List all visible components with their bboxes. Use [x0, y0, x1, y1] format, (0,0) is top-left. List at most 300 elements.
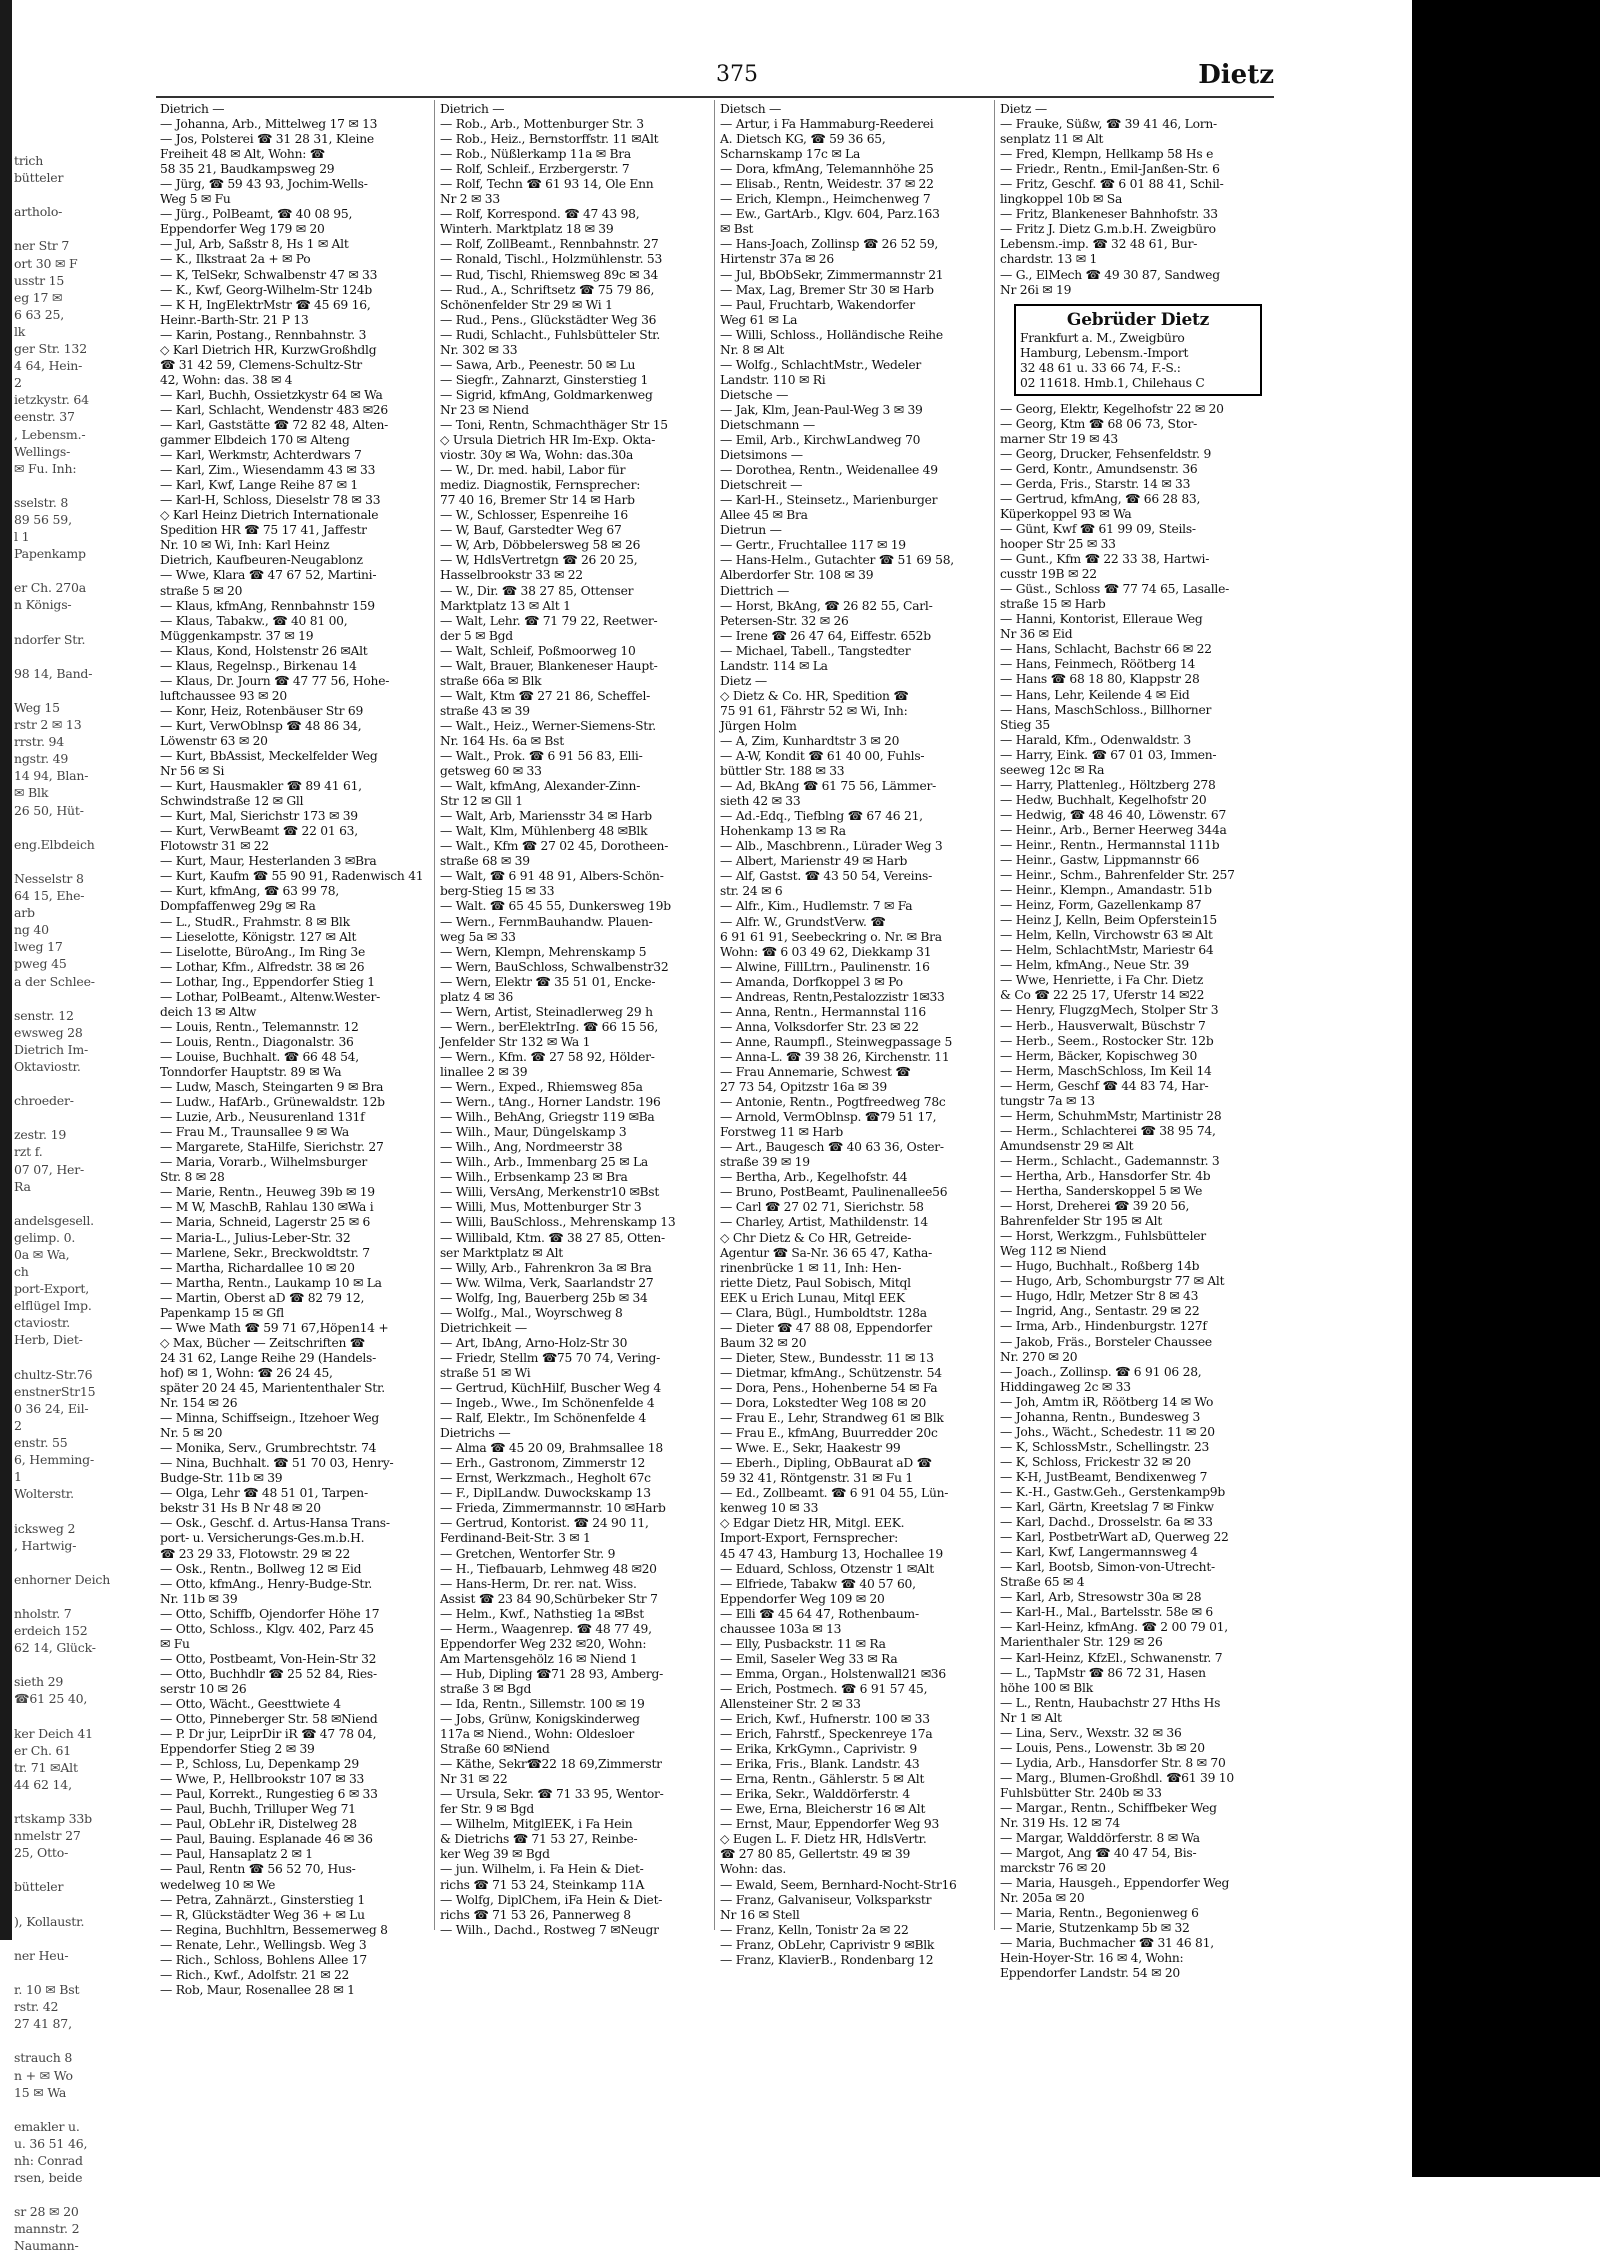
- directory-entry: Lebensm.-imp. ☎ 32 48 61, Bur-: [1000, 237, 1198, 252]
- directory-entry: — Elly, Pusbackstr. 11 ✉ Ra: [720, 1636, 886, 1651]
- directory-entry: — Ingeb., Wwe., Im Schönenfelde 4: [440, 1396, 655, 1411]
- directory-entry: — L., Rentn, Haubachstr 27 Hths Hs: [1000, 1695, 1221, 1710]
- previous-page-fragment: [14, 1502, 156, 1519]
- directory-entry: Flotowstr 31 ✉ 22: [160, 839, 269, 854]
- previous-page-fragment: eg 17 ✉: [14, 289, 63, 305]
- directory-entry: — Henry, FlugzgMech, Stolper Str 3: [1000, 1003, 1219, 1018]
- directory-entry: der 5 ✉ Bgd: [440, 628, 513, 643]
- directory-entry: — Emil, Saseler Weg 33 ✉ Ra: [720, 1651, 898, 1666]
- directory-entry: straße 68 ✉ 39: [440, 854, 530, 869]
- directory-entry: — Elfriede, Tabakw ☎ 40 57 60,: [720, 1576, 916, 1591]
- previous-page-fragment: ngstr. 49: [14, 751, 69, 767]
- directory-entry: — Regina, Buchhltrn, Bessemerweg 8: [160, 1922, 388, 1937]
- previous-page-fragment: ctaviostr.: [14, 1315, 71, 1331]
- directory-entry: Dompfaffenweg 29g ✉ Ra: [160, 899, 316, 914]
- previous-page-fragment: nholstr. 7: [14, 1605, 72, 1621]
- previous-page-fragment: [14, 682, 156, 699]
- directory-entry: — Walt, Schleif, Poßmoorweg 10: [440, 643, 636, 658]
- directory-entry: — Jak, Klm, Jean-Paul-Weg 3 ✉ 39: [720, 402, 923, 417]
- previous-page-fragment: emakler u.: [14, 2118, 80, 2134]
- directory-entry: — Marg., Blumen-Großhdl. ☎61 39 10: [1000, 1770, 1234, 1785]
- directory-entry: — Margarete, StaHilfe, Sierichstr. 27: [160, 1140, 384, 1155]
- directory-entry: — Hub, Dipling ☎71 28 93, Amberg-: [440, 1666, 664, 1681]
- previous-page-fragment: Weg 15: [14, 700, 60, 715]
- directory-entry: — Herm, MaschSchloss, Im Keil 14: [1000, 1063, 1212, 1078]
- previous-page-fragment: [14, 1964, 156, 1981]
- directory-entry: — K.-H., Gastw.Geh., Gerstenkamp9b: [1000, 1484, 1225, 1499]
- directory-entry: Eppendorfer Stieg 2 ✉ 39: [160, 1742, 315, 1757]
- directory-entry: — Osk., Rentn., Bollweg 12 ✉ Eid: [160, 1561, 362, 1576]
- directory-entry: — Gunt., Kfm ☎ 22 33 38, Hartwi-: [1000, 552, 1210, 567]
- advertisement-title: Gebrüder Dietz: [1066, 309, 1210, 330]
- directory-entry: — Irma, Arb., Hindenburgstr. 127f: [1000, 1319, 1207, 1334]
- previous-page-fragment: 2: [14, 1417, 22, 1433]
- directory-entry: straße 43 ✉ 39: [440, 703, 530, 718]
- directory-entry: — Klaus, Regelnsp., Birkenau 14: [160, 658, 357, 673]
- directory-entry: ☎ 31 42 59, Clemens-Schultz-Str: [160, 357, 362, 372]
- directory-entry: — Frau M., Traunsallee 9 ✉ Wa: [160, 1125, 349, 1140]
- directory-entry: — Art., Baugesch ☎ 40 63 36, Oster-: [720, 1140, 944, 1155]
- directory-entry: — Paul, Hansaplatz 2 ✉ 1: [160, 1847, 313, 1862]
- previous-page-fragment: [14, 1708, 156, 1725]
- previous-page-fragment: , Lebensm.-: [14, 426, 86, 442]
- previous-page-fragment: enstr. 55: [14, 1435, 68, 1451]
- directory-entry: — Ursula, Sekr. ☎ 71 33 95, Wentor-: [440, 1787, 664, 1802]
- directory-entry: — Jul, BbObSekr, Zimmermannstr 21: [720, 267, 944, 282]
- directory-entry: — Maria, Schneid, Lagerstr 25 ✉ 6: [160, 1215, 371, 1230]
- directory-entry: — Rich., Kwf., Adolfstr. 21 ✉ 22: [160, 1967, 350, 1982]
- directory-entry: — Marie, Rentn., Heuweg 39b ✉ 19: [160, 1185, 375, 1200]
- directory-entry: richs ☎ 71 53 24, Steinkamp 11A: [440, 1877, 645, 1892]
- directory-entry: — Charley, Artist, Mathildenstr. 14: [720, 1215, 928, 1230]
- directory-entry: — Lothar, Ing., Eppendorfer Stieg 1: [160, 974, 375, 989]
- previous-page-fragment: n + ✉ Wo: [14, 2067, 73, 2083]
- directory-entry: — Heinr., Rentn., Hermannstal 111b: [1000, 837, 1220, 852]
- directory-entry: — Jakob, Fräs., Borsteler Chaussee: [1000, 1334, 1212, 1349]
- directory-entry: — Jürg, ☎ 59 43 93, Jochim-Wells-: [160, 177, 368, 192]
- directory-entry: Amundsenstr 29 ✉ Alt: [1000, 1138, 1134, 1153]
- scan-border: [1412, 0, 1600, 2177]
- previous-page-fragment: chroeder-: [14, 1093, 74, 1109]
- previous-page-edge: [0, 0, 12, 1940]
- directory-entry: Nr. 164 Hs. 6a ✉ Bst: [440, 733, 564, 748]
- directory-entry: — Renate, Lehr., Wellingsb. Weg 3: [160, 1937, 367, 1952]
- previous-page-fragment: [14, 819, 156, 836]
- column-divider: [994, 100, 995, 1930]
- directory-entry: serstr 10 ✉ 26: [160, 1681, 247, 1696]
- directory-entry: — W, Arb, Döbbelersweg 58 ✉ 26: [440, 538, 641, 553]
- directory-entry: — Sigrid, kfmAng, Goldmarkenweg: [440, 387, 653, 402]
- directory-entry: Hirtenstr 37a ✉ 26: [720, 252, 834, 267]
- directory-entry: — Carl ☎ 27 02 71, Sierichstr. 58: [720, 1200, 924, 1215]
- previous-page-fragment: 6, Hemming-: [14, 1452, 94, 1468]
- directory-entry: — Heinz J, Kelln, Beim Opferstein15: [1000, 913, 1217, 928]
- directory-entry: — Klaus, kfmAng, Rennbahnstr 159: [160, 598, 375, 613]
- previous-page-fragment: rstr. 42: [14, 1999, 59, 2015]
- surname-heading: Dietrichkeit —: [440, 1320, 527, 1335]
- directory-entry: — Arnold, VermOblnsp. ☎79 51 17,: [720, 1110, 937, 1125]
- directory-entry: — Konr, Heiz, Rotenbäuser Str 69: [160, 703, 364, 718]
- directory-entry: Müggenkampstr. 37 ✉ 19: [160, 628, 314, 643]
- directory-entry: — Wwe, P., Hellbrookstr 107 ✉ 33: [160, 1772, 365, 1787]
- directory-entry: — Kurt, Hausmakler ☎ 89 41 61,: [160, 779, 362, 794]
- directory-entry: 75 91 61, Fährstr 52 ✉ Wi, Inh:: [720, 703, 908, 718]
- directory-entry: — Gretchen, Wentorfer Str. 9: [440, 1546, 616, 1561]
- directory-entry: Nr 56 ✉ Si: [160, 764, 225, 779]
- surname-heading: Dietsch —: [720, 102, 782, 116]
- directory-entry: — Franz, ObLehr, Caprivistr 9 ✉Blk: [720, 1937, 935, 1952]
- directory-entry: — Walt, Ktm ☎ 27 21 86, Scheffel-: [440, 688, 651, 703]
- directory-entry: — Kurt, Kaufm ☎ 55 90 91, Radenwisch 41: [160, 869, 424, 884]
- directory-entry: — Walt., Prok. ☎ 6 91 56 83, Elli-: [440, 749, 643, 764]
- directory-entry: Nr 2 ✉ 33: [440, 192, 500, 207]
- directory-entry: chardstr. 13 ✉ 1: [1000, 252, 1098, 267]
- directory-entry: — Kurt, VerwBeamt ☎ 22 01 63,: [160, 824, 358, 839]
- directory-entry: — Friedr., Rentn., Emil-Janßen-Str. 6: [1000, 162, 1220, 177]
- directory-entry: — Wolfg, DiplChem, iFa Hein & Diet-: [440, 1892, 663, 1907]
- directory-entry: Straße 60 ✉Niend: [440, 1742, 550, 1757]
- directory-entry: Weg 5 ✉ Fu: [160, 192, 231, 207]
- directory-entry: — Anna-L. ☎ 39 38 26, Kirchenstr. 11: [720, 1049, 950, 1064]
- directory-entry: — Alfr. W., GrundstVerw. ☎: [720, 914, 886, 929]
- directory-entry: — P. Dr jur, LeiprDir iR ☎ 47 78 04,: [160, 1727, 377, 1742]
- previous-page-fragment: 98 14, Band-: [14, 665, 93, 681]
- directory-entry: — Fred, Klempn, Hellkamp 58 Hs e: [1000, 147, 1214, 162]
- directory-entry: Schwindstraße 12 ✉ Gll: [160, 794, 304, 809]
- directory-entry: — Gerd, Kontr., Amundsenstr. 36: [1000, 461, 1198, 476]
- directory-entry: — Jürg., PolBeamt, ☎ 40 08 95,: [160, 207, 353, 222]
- previous-page-fragment: 64 15, Ehe-: [14, 888, 85, 904]
- previous-page-fragment: bütteler: [14, 1879, 64, 1895]
- directory-entry: — Johanna, Arb., Mittelweg 17 ✉ 13: [160, 117, 378, 132]
- directory-entry: — Wern., FernmBauhandw. Plauen-: [440, 914, 653, 929]
- directory-entry: büttler Str. 188 ✉ 33: [720, 764, 845, 779]
- previous-page-fragment: 4 64, Hein-: [14, 358, 83, 374]
- directory-entry: Wohn: das.: [720, 1862, 787, 1877]
- directory-entry: — Rud., A., Schriftsetz ☎ 75 79 86,: [440, 282, 655, 297]
- column-2: [440, 102, 705, 1938]
- directory-entry: — Walt, ☎ 6 91 48 91, Albers-Schön-: [440, 869, 664, 884]
- directory-entry: straße 15 ✉ Harb: [1000, 597, 1106, 612]
- directory-entry: linallee 2 ✉ 39: [440, 1065, 528, 1079]
- directory-entry: — Andreas, Rentn,Pestalozzistr 1✉33: [720, 989, 945, 1004]
- directory-entry: — A-W, Kondit ☎ 61 40 00, Fuhls-: [720, 749, 925, 764]
- directory-entry: — Wern., berElektrIng. ☎ 66 15 56,: [440, 1019, 658, 1034]
- directory-entry: — Hans ☎ 68 18 80, Klappstr 28: [1000, 672, 1200, 687]
- directory-entry: Budge-Str. 11b ✉ 39: [160, 1471, 283, 1486]
- directory-entry: straße 39 ✉ 19: [720, 1155, 810, 1170]
- previous-page-fragment: ietzkystr. 64: [14, 392, 89, 408]
- directory-entry: — Hugo, Arb, Schomburgstr 77 ✉ Alt: [1000, 1274, 1225, 1289]
- column-divider: [434, 100, 435, 1930]
- surname-heading: Dietschmann —: [720, 417, 815, 432]
- directory-entry: — Erh., Gastronom, Zimmerstr 12: [440, 1456, 646, 1471]
- directory-entry: — Helm, SchlachtMstr, Mariestr 64: [1000, 943, 1214, 958]
- previous-page-fragment: mannstr. 2: [14, 2221, 80, 2237]
- directory-entry: — Eberh., Dipling, ObBaurat aD ☎: [720, 1456, 932, 1471]
- directory-entry: — Frauke, Süßw, ☎ 39 41 46, Lorn-: [1000, 117, 1217, 132]
- previous-page-fragment: 0a ✉ Wa,: [14, 1247, 70, 1262]
- directory-entry: Nr. 302 ✉ 33: [440, 342, 518, 357]
- directory-entry: — Rob, Maur, Rosenallee 28 ✉ 1: [160, 1982, 355, 1997]
- directory-entry: — Rolf, Schleif., Erzbergerstr. 7: [440, 162, 630, 177]
- directory-entry: — Harry, Plattenleg., Höltzberg 278: [1000, 777, 1216, 792]
- previous-page-fragment: [14, 614, 156, 631]
- directory-entry: Nr 26i ✉ 19: [1000, 282, 1072, 297]
- directory-entry: Freiheit 48 ✉ Alt, Wohn: ☎: [160, 147, 325, 162]
- previous-page-fragment: [14, 990, 156, 1007]
- directory-entry: senplatz 11 ✉ Alt: [1000, 132, 1104, 147]
- directory-entry: — Wolfg., Mal., Woyrschweg 8: [440, 1305, 623, 1320]
- previous-page-fragment: eng.Elbdeich: [14, 836, 95, 852]
- previous-page-fragment: [14, 1861, 156, 1878]
- directory-entry: Hohenkamp 13 ✉ Ra: [720, 824, 846, 839]
- directory-entry: Straße 65 ✉ 4: [1000, 1575, 1085, 1590]
- directory-entry: Nr 1 ✉ Alt: [1000, 1710, 1062, 1725]
- directory-entry: — Joh, Amtm iR, Röötberg 14 ✉ Wo: [1000, 1394, 1214, 1409]
- directory-entry: getsweg 60 ✉ 33: [440, 764, 542, 779]
- directory-entry: — Karl, Buchh, Ossietzkystr 64 ✉ Wa: [160, 387, 383, 402]
- previous-page-fragment: ✉ Blk: [14, 785, 49, 801]
- directory-entry: — Paul, Bauing. Esplanade 46 ✉ 36: [160, 1832, 373, 1847]
- directory-entry: — Maria, Buchmacher ☎ 31 46 81,: [1000, 1936, 1214, 1951]
- directory-entry: — Otto, Schloss., Klgv. 402, Parz 45: [160, 1621, 374, 1636]
- previous-page-fragment: [14, 2101, 156, 2118]
- directory-entry: — Eduard, Schloss, Otzenstr 1 ✉Alt: [720, 1561, 934, 1576]
- directory-entry: — Willi, Mus, Mottenburger Str 3: [440, 1200, 642, 1215]
- directory-entry: — Karl, Arb, Stresowstr 30a ✉ 28: [1000, 1590, 1202, 1605]
- directory-entry: — Otto, Postbeamt, Von-Hein-Str 32: [160, 1651, 377, 1666]
- directory-entry: — Willi, Schloss., Holländische Reihe: [720, 327, 943, 342]
- previous-page-fragment: arb: [14, 905, 35, 921]
- page-number: 375: [716, 62, 758, 87]
- directory-entry: — Jul, Arb, Saßstr 8, Hs 1 ✉ Alt: [160, 237, 349, 252]
- surname-heading: Dietrich —: [160, 102, 225, 116]
- directory-entry: ◇ Dietz & Co. HR, Spedition ☎: [720, 688, 909, 703]
- previous-page-fragment: usstr 15: [14, 272, 65, 288]
- previous-page-fragment: senstr. 12: [14, 1007, 74, 1023]
- directory-entry: Eppendorfer Weg 179 ✉ 20: [160, 222, 325, 237]
- directory-entry: — Hans, Schlacht, Bachstr 66 ✉ 22: [1000, 642, 1212, 657]
- directory-entry: ◇ Edgar Dietz HR, Mitgl. EEK.: [720, 1516, 905, 1531]
- directory-entry: Hiddingaweg 2c ✉ 33: [1000, 1379, 1131, 1394]
- directory-entry: — Alf, Gastst. ☎ 43 50 54, Vereins-: [720, 869, 932, 884]
- directory-entry: — Emil, Arb., KirchwLandweg 70: [720, 433, 921, 448]
- directory-entry: straße 5 ✉ 20: [160, 583, 243, 598]
- directory-entry: — Wilh., Erbsenkamp 23 ✉ Bra: [440, 1170, 628, 1185]
- directory-entry: riette Dietz, Paul Sobisch, Mitql: [720, 1275, 911, 1290]
- directory-entry: — Wilh., Dachd., Rostweg 7 ✉Neugr: [440, 1922, 659, 1937]
- directory-entry: — Kurt, Mal, Sierichstr 173 ✉ 39: [160, 809, 358, 824]
- previous-page-fragment: Papenkamp: [14, 546, 86, 562]
- directory-entry: — Karl, PostbetrWart aD, Querweg 22: [1000, 1530, 1229, 1545]
- directory-entry: Nr. 205a ✉ 20: [1000, 1891, 1085, 1906]
- directory-entry: — K, TelSekr, Schwalbenstr 47 ✉ 33: [160, 267, 378, 282]
- directory-entry: 58 35 21, Baudkampsweg 29: [160, 162, 335, 177]
- directory-entry: — Hedw, Buchhalt, Kegelhofstr 20: [1000, 792, 1207, 807]
- directory-entry: — Sawa, Arb., Peenestr. 50 ✉ Lu: [440, 357, 636, 372]
- directory-entry: ✉ Fu: [160, 1636, 190, 1651]
- directory-entry: rinenbrücke 1 ✉ 11, Inh: Hen-: [720, 1260, 902, 1275]
- directory-entry: — Dorothea, Rentn., Weidenallee 49: [720, 463, 938, 478]
- previous-page-fragment: [14, 1793, 156, 1810]
- directory-entry: — H., Tiefbauarb, Lehmweg 48 ✉20: [440, 1561, 657, 1576]
- directory-entry: hof) ✉ 1, Wohn: ☎ 26 24 45,: [160, 1365, 333, 1380]
- directory-entry: — Martin, Oberst aD ☎ 82 79 12,: [160, 1290, 365, 1305]
- directory-entry: — Herm., Schlacht., Gademannstr. 3: [1000, 1153, 1220, 1168]
- directory-entry: — Wilhelm, MitglEEK, i Fa Hein: [440, 1817, 633, 1832]
- page-header: [156, 60, 1274, 94]
- directory-entry: — Günt, Kwf ☎ 61 99 09, Steils-: [1000, 521, 1196, 536]
- previous-page-fragment: [14, 1349, 156, 1366]
- directory-entry: — Albert, Marienstr 49 ✉ Harb: [720, 854, 908, 869]
- directory-entry: EEK u Erich Lunau, Mitql EEK: [720, 1290, 905, 1305]
- directory-entry: — Margar., Rentn., Schiffbeker Weg: [1000, 1800, 1217, 1815]
- directory-entry: richs ☎ 71 53 26, Pannerweg 8: [440, 1907, 631, 1922]
- directory-entry: Eppendorfer Weg 109 ✉ 20: [720, 1591, 885, 1606]
- directory-entry: — Friedr, Stellm ☎75 70 74, Vering-: [440, 1350, 661, 1365]
- directory-entry: ✉ Bst: [720, 222, 754, 237]
- previous-page-fragment: l 1: [14, 529, 30, 545]
- directory-entry: — Lothar, Kfm., Alfredstr. 38 ✉ 26: [160, 959, 365, 974]
- directory-entry: Baum 32 ✉ 20: [720, 1335, 807, 1350]
- column-3: [720, 102, 985, 1968]
- directory-entry: ser Marktplatz ✉ Alt: [440, 1245, 564, 1260]
- directory-entry: — Horst, Werkzgm., Fuhlsbütteler: [1000, 1229, 1206, 1244]
- directory-entry: — Erich, Fahrstf., Speckenreye 17a: [720, 1727, 933, 1742]
- directory-entry: cusstr 19B ✉ 22: [1000, 567, 1097, 582]
- previous-page-fragment: Nesselstr 8: [14, 870, 84, 886]
- directory-entry: — Rudi, Schlacht., Fuhlsbütteler Str.: [440, 327, 661, 342]
- previous-page-fragment: [14, 1195, 156, 1212]
- directory-entry: — Ludw, Masch, Steingarten 9 ✉ Bra: [160, 1080, 384, 1095]
- directory-entry: — Karl, Kwf, Langermannsweg 4: [1000, 1545, 1198, 1560]
- directory-entry: — Horst, Dreherei ☎ 39 20 56,: [1000, 1199, 1190, 1214]
- previous-page-fragment: [14, 853, 156, 870]
- directory-entry: — Dietmar, kfmAng., Schützenstr. 54: [720, 1365, 942, 1380]
- directory-entry: — Hedwig, ☎ 48 46 40, Löwenstr. 67: [1000, 807, 1227, 822]
- directory-entry: — Rolf, ZollBeamt., Rennbahnstr. 27: [440, 237, 659, 252]
- directory-entry: 6 91 61 91, Seebeckring o. Nr. ✉ Bra: [720, 929, 942, 944]
- directory-entry: — Otto, Buchhdlr ☎ 25 52 84, Ries-: [160, 1666, 377, 1681]
- previous-page-fragment: chultz-Str.76: [14, 1366, 93, 1382]
- directory-entry: — Ernst, Maur, Eppendorfer Weg 93: [720, 1817, 940, 1832]
- directory-entry: ◇ Chr Dietz & Co HR, Getreide-: [720, 1230, 912, 1245]
- directory-entry: — Wolfg, Ing, Bauerberg 25b ✉ 34: [440, 1290, 648, 1305]
- directory-entry: — W., Dr. med. habil, Labor für: [440, 463, 626, 478]
- directory-entry: — Ad.-Edq., Tiefblng ☎ 67 46 21,: [720, 809, 923, 824]
- previous-page-fragment: eenstr. 37: [14, 409, 75, 425]
- previous-page-fragment: r. 10 ✉ Bst: [14, 1982, 80, 1998]
- directory-entry: — Willibald, Ktm. ☎ 38 27 85, Otten-: [440, 1230, 665, 1245]
- directory-entry: — Hans, MaschSchloss., Billhorner: [1000, 702, 1212, 717]
- directory-entry: — Gertrud, Kontorist. ☎ 24 90 11,: [440, 1516, 649, 1531]
- directory-entry: — Rolf, Techn ☎ 61 93 14, Ole Enn: [440, 177, 654, 192]
- directory-entry: — Karl, Bootsb, Simon-von-Utrecht-: [1000, 1560, 1215, 1575]
- directory-entry: — Ed., Zollbeamt. ☎ 6 91 04 55, Lün-: [720, 1486, 949, 1501]
- directory-entry: — Siegfr., Zahnarzt, Ginsterstieg 1: [440, 372, 649, 387]
- directory-entry: — Otto, Schiffb, Ojendorfer Höhe 17: [160, 1606, 380, 1621]
- directory-entry: Nr. 5 ✉ 20: [160, 1426, 223, 1441]
- directory-entry: — Herm, Geschf ☎ 44 83 74, Har-: [1000, 1078, 1209, 1093]
- surname-heading: Dietsche —: [720, 387, 789, 402]
- previous-page-fragment: tr. 71 ✉Alt: [14, 1759, 78, 1775]
- directory-entry: — Wern, Elektr ☎ 35 51 01, Encke-: [440, 974, 656, 989]
- directory-entry: — Franz, Galvaniseur, Volksparkstr: [720, 1892, 932, 1907]
- previous-page-fragment: [14, 1109, 156, 1126]
- previous-page-fragment: rstr 2 ✉ 13: [14, 717, 82, 733]
- directory-entry: — Louise, Buchhalt. ☎ 66 48 54,: [160, 1049, 359, 1064]
- header-rule: [156, 96, 1274, 98]
- directory-entry: — Maria, Vorarb., Wilhelmsburger: [160, 1155, 368, 1170]
- directory-entry: straße 3 ✉ Bgd: [440, 1681, 532, 1696]
- previous-page-fragment: [14, 1656, 156, 1673]
- directory-entry: — Fritz, Geschf. ☎ 6 01 88 41, Schil-: [1000, 177, 1224, 192]
- directory-entry: — Karl-H, Schloss, Dieselstr 78 ✉ 33: [160, 493, 381, 508]
- directory-entry: — Johanna, Rentn., Bundesweg 3: [1000, 1409, 1201, 1424]
- previous-page-fragment: erdeich 152: [14, 1623, 88, 1639]
- directory-entry: — Ew., GartArb., Klgv. 604, Parz.163: [720, 207, 940, 222]
- directory-entry: — Amanda, Dorfkoppel 3 ✉ Po: [720, 974, 903, 989]
- directory-entry: — Ewald, Seem, Bernhard-Nocht-Str16: [720, 1877, 957, 1892]
- directory-entry: — Petra, Zahnärzt., Ginsterstieg 1: [160, 1892, 365, 1907]
- directory-entry: — P., Schloss, Lu, Depenkamp 29: [160, 1757, 359, 1772]
- advertisement-line: Frankfurt a. M., Zweigbüro: [1020, 330, 1185, 345]
- previous-page-fragment: [14, 1075, 156, 1092]
- directory-entry: — Ad, BkAng ☎ 61 75 56, Lämmer-: [720, 779, 937, 794]
- directory-entry: Nr 16 ✉ Stell: [720, 1907, 800, 1922]
- directory-entry: 45 47 43, Hamburg 13, Hochallee 19: [720, 1546, 943, 1561]
- directory-entry: — Gerda, Fris., Starstr. 14 ✉ 33: [1000, 476, 1191, 491]
- directory-entry: — Ronald, Tischl., Holzmühlenstr. 53: [440, 252, 663, 267]
- previous-page-fragment: trich: [14, 153, 44, 168]
- directory-entry: — Clara, Bügl., Humboldtstr. 128a: [720, 1305, 927, 1320]
- directory-entry: — Walt. ☎ 65 45 55, Dunkersweg 19b: [440, 899, 671, 914]
- directory-entry: Winterh. Marktplatz 18 ✉ 39: [440, 222, 614, 237]
- directory-entry: Str 12 ✉ Gll 1: [440, 794, 523, 809]
- directory-entry: lingkoppel 10b ✉ Sa: [1000, 192, 1123, 207]
- directory-entry: — Artur, i Fa Hammaburg-Reederei: [720, 117, 934, 132]
- directory-entry: Hasselbrookstr 33 ✉ 22: [440, 568, 583, 583]
- directory-entry: — Hans-Helm., Gutachter ☎ 51 69 58,: [720, 553, 954, 568]
- directory-entry: — Martha, Rentn., Laukamp 10 ✉ La: [160, 1275, 382, 1290]
- directory-entry: — Otto, kfmAng., Henry-Budge-Str.: [160, 1576, 373, 1591]
- directory-entry: — Franz, Kelln, Tonistr 2a ✉ 22: [720, 1922, 909, 1937]
- directory-entry: Papenkamp 15 ✉ Gfl: [160, 1305, 284, 1320]
- directory-entry: — Margot, Ang ☎ 40 47 54, Bis-: [1000, 1846, 1197, 1861]
- previous-page-fragment: Wellings-: [14, 443, 71, 459]
- directory-entry: Nr. 8 ✉ Alt: [720, 342, 785, 357]
- surname-heading: Diettrich —: [720, 583, 790, 598]
- directory-entry: — Herm, SchuhmMstr, Martinistr 28: [1000, 1108, 1222, 1123]
- directory-entry: — Ida, Rentn., Sillemstr. 100 ✉ 19: [440, 1696, 645, 1711]
- directory-entry: — Harald, Kfm., Odenwaldstr. 3: [1000, 732, 1191, 747]
- directory-entry: — Rud., Pens., Glückstädter Weg 36: [440, 312, 657, 327]
- directory-entry: — Louis, Pens., Lowenstr. 3b ✉ 20: [1000, 1740, 1205, 1755]
- directory-entry: — Wern., Kfm. ☎ 27 58 92, Hölder-: [440, 1049, 655, 1064]
- previous-page-fragment: ner Str 7: [14, 238, 70, 254]
- directory-entry: Nr. 10 ✉ Wi, Inh: Karl Heinz: [160, 538, 330, 553]
- directory-entry: Nr 23 ✉ Niend: [440, 402, 529, 417]
- directory-entry: — Wern., Exped., Rhiemsweg 85a: [440, 1080, 643, 1095]
- directory-entry: 24 31 62, Lange Reihe 29 (Handels-: [160, 1350, 377, 1365]
- previous-page-fragment: a der Schlee-: [14, 973, 95, 989]
- directory-entry: sieth 42 ✉ 33: [720, 794, 801, 809]
- directory-entry: — K., Kwf, Georg-Wilhelm-Str 124b: [160, 282, 372, 297]
- previous-page-fragment: Oktaviostr.: [14, 1058, 81, 1074]
- directory-entry: — Fritz J. Dietz G.m.b.H. Zweigbüro: [1000, 222, 1216, 237]
- directory-entry: — G., ElMech ☎ 49 30 87, Sandweg: [1000, 267, 1220, 282]
